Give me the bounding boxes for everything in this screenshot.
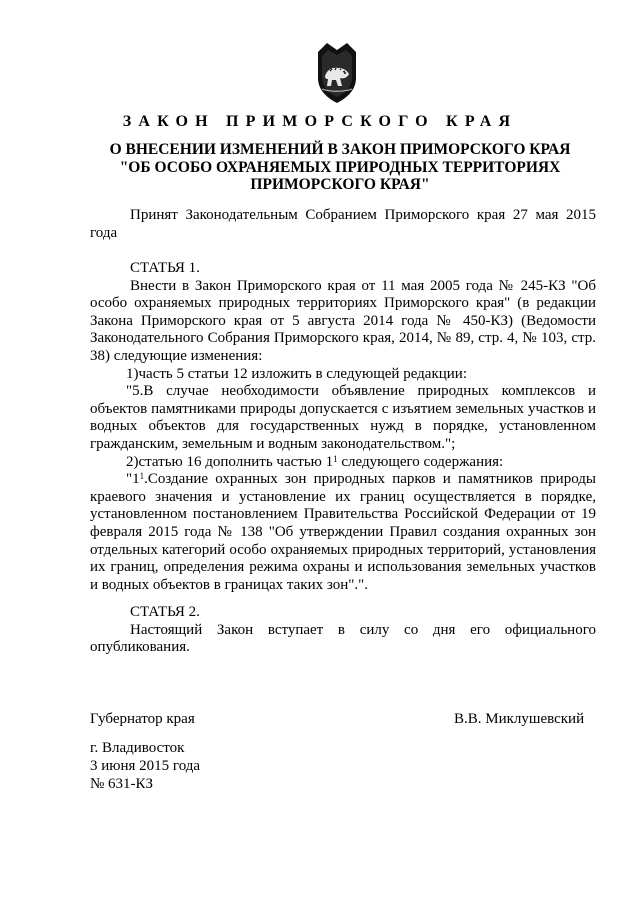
item-2-quote-text: .Создание охранных зон природных парков и памятников природы краевого значения и установление их границ осуществляется в порядке, установленном постановлением Правительства Российской Федерации от 19 февраля 2015 года № 138 "Об утверждении Правил создания охранных зон отдельных категорий особо охраняемых природных территорий, установления их границ, определения режима охраны и использования земельных участков и водных объектов в границах таких зон".".	[90, 471, 596, 593]
heading-line-3: ПРИМОРСКОГО КРАЯ"	[250, 176, 430, 193]
article-1-title: СТАТЬЯ 1.	[130, 260, 200, 276]
signature-city: г. Владивосток	[90, 740, 185, 756]
heading-line-1: О ВНЕСЕНИИ ИЗМЕНЕНИЙ В ЗАКОН ПРИМОРСКОГО КРАЯ	[109, 141, 571, 158]
signature-date: 3 июня 2015 года	[90, 758, 201, 774]
article-1	[90, 260, 596, 594]
adoption-text: Принят Законодательным Собранием Приморского края 27 мая 2015 года	[90, 207, 596, 241]
article-2	[90, 604, 596, 657]
coat-of-arms-emblem	[312, 42, 362, 104]
article-2-text: Настоящий Закон вступает в силу со дня его официального опубликования.	[90, 621, 596, 656]
item-2-post: следующего содержания:	[337, 453, 504, 470]
governor-name: В.В. Миклушевский	[454, 711, 585, 727]
article-1-item-2	[90, 454, 596, 472]
heading-line-2: "ОБ ОСОБО ОХРАНЯЕМЫХ ПРИРОДНЫХ ТЕРРИТОРИЯХ	[119, 158, 561, 176]
article-1-item-1: 1)часть 5 статьи 12 изложить в следующей редакции:	[126, 365, 467, 382]
item-2-sup: 1	[333, 453, 338, 464]
article-1-item-1-text: "5.В случае необходимости объявление природных комплексов и объектов памятниками природы допускается с изъятием земельных участков и водных объектов для государственных нужд в порядке, установленном гражданским, земельным и водным законодательством.";	[90, 383, 596, 452]
article-1-intro: Внести в Закон Приморского края от 11 мая 2005 года № 245-КЗ "Об особо охраняемых природных территориях Приморского края" (в редакции Закона Приморского края от 5 августа 2014 года № 450-КЗ) (Ведомости Законодательного Собрания Приморского края, 2014, № 89, стр. 4, № 103, стр. 38) следующие изменения:	[90, 277, 596, 364]
law-number: № 631-КЗ	[90, 776, 154, 792]
item-2-pre: 2)статью 16 дополнить частью 1	[126, 453, 334, 470]
article-1-item-2-text	[90, 471, 596, 594]
law-title: ЗАКОН ПРИМОРСКОГО КРАЯ	[122, 113, 518, 130]
item-2-quote-pre: "1	[126, 471, 140, 488]
item-2-quote-sup: 1	[139, 471, 145, 482]
article-2-title: СТАТЬЯ 2.	[130, 604, 200, 620]
adoption-block	[90, 207, 596, 242]
governor-position: Губернатор края	[90, 711, 195, 727]
law-heading	[90, 141, 590, 194]
